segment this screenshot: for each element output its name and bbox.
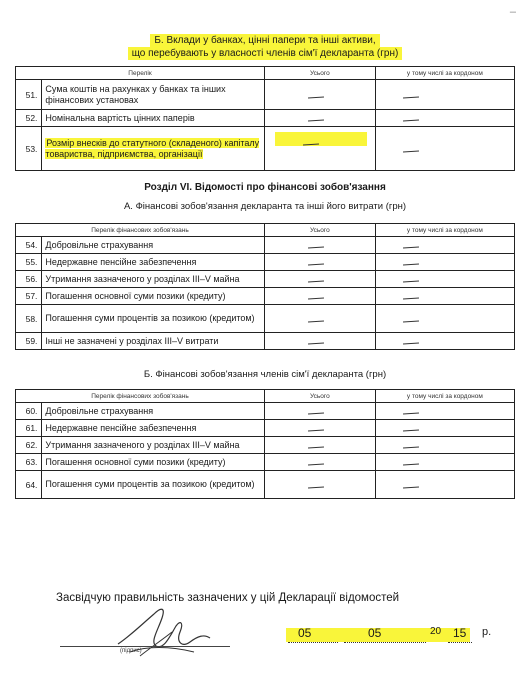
section-6b-title: Б. Фінансові зобов'язання членів сім'ї декларанта (грн) [143, 369, 387, 380]
dash-mark [403, 412, 419, 414]
header-abroad: у тому числі за кордоном [375, 67, 514, 80]
row-total [264, 80, 375, 110]
row-label: Утримання зазначеного у розділах III–V майна [42, 437, 265, 454]
dash-mark [403, 486, 419, 488]
header-total: Усього [264, 390, 375, 403]
header-list: Перелік фінансових зобов'язань [16, 390, 265, 403]
dash-mark [308, 429, 324, 431]
row-abroad [375, 237, 514, 254]
row-number: 60. [16, 403, 42, 420]
table-row [16, 271, 515, 288]
row-abroad [375, 420, 514, 437]
row-total [264, 333, 375, 350]
table-row [16, 403, 515, 420]
row-total [264, 305, 375, 333]
row-total [264, 420, 375, 437]
section-b-title-line2: що перебувають у власності членів сім'ї декларанта (грн) [128, 47, 403, 60]
row-abroad [375, 454, 514, 471]
header-total: Усього [264, 67, 375, 80]
table-row [16, 127, 515, 171]
row-label [42, 127, 265, 171]
row-label-text: Розмір внесків до статутного (складеного) капіталу товариства, підприємства, організації [45, 137, 260, 159]
date-year-suffix: 15 [453, 626, 467, 640]
table-row [16, 254, 515, 271]
row-label: Погашення суми процентів за позикою (кредитом) [42, 305, 265, 333]
header-list: Перелік фінансових зобов'язань [16, 224, 265, 237]
row-abroad [375, 80, 514, 110]
certification-text: Засвідчую правильність зазначених у цій Декларації відомостей [56, 592, 400, 604]
dash-mark [308, 463, 324, 465]
table-row [16, 305, 515, 333]
row-abroad [375, 403, 514, 420]
date-month: 05 [368, 626, 382, 640]
row-total [264, 271, 375, 288]
date-year-prefix: 20 [430, 626, 442, 637]
dash-mark [403, 297, 419, 299]
dash-mark [403, 246, 419, 248]
table-header [16, 390, 515, 403]
row-number: 61. [16, 420, 42, 437]
dash-mark [403, 446, 419, 448]
row-abroad [375, 271, 514, 288]
dash-mark [308, 280, 324, 282]
dash-mark [403, 342, 419, 344]
dash-mark [303, 143, 319, 145]
dash-mark [308, 412, 324, 414]
row-label: Добровільне страхування [42, 403, 265, 420]
dash-mark [308, 263, 324, 265]
dash-mark [308, 119, 324, 121]
date-suffix: р. [482, 626, 492, 638]
section-6-title: Розділ VI. Відомості про фінансові зобов'язання [144, 182, 386, 193]
row-total [264, 437, 375, 454]
row-number: 53. [16, 127, 42, 171]
row-abroad [375, 437, 514, 454]
dash-mark [308, 342, 324, 344]
dash-mark [403, 429, 419, 431]
header-abroad: у тому числі за кордоном [375, 390, 514, 403]
date-day: 05 [298, 626, 312, 640]
dash-mark [308, 446, 324, 448]
date-line-month [344, 642, 426, 643]
row-total [264, 403, 375, 420]
dash-mark [403, 320, 419, 322]
obligations-declarant-table [15, 223, 515, 350]
dash-mark [403, 263, 419, 265]
assets-table [15, 66, 515, 171]
dash-mark [308, 320, 324, 322]
signature-caption: (підпис) [120, 648, 142, 654]
row-abroad [375, 471, 514, 499]
table-row [16, 110, 515, 127]
section-b-title [0, 34, 530, 60]
dash-mark [308, 297, 324, 299]
table-row [16, 333, 515, 350]
row-abroad [375, 110, 514, 127]
row-total [264, 237, 375, 254]
dash-mark [403, 150, 419, 152]
row-abroad [375, 305, 514, 333]
date-line-year [448, 642, 472, 643]
row-number: 54. [16, 237, 42, 254]
row-total [264, 127, 375, 171]
date-line-day [288, 642, 338, 643]
row-number: 52. [16, 110, 42, 127]
row-number: 55. [16, 254, 42, 271]
signature-line [60, 646, 230, 647]
row-label: Сума коштів на рахунках у банках та інших фінансових установах [42, 80, 265, 110]
row-number: 64. [16, 471, 42, 499]
table-row [16, 80, 515, 110]
row-label: Добровільне страхування [42, 237, 265, 254]
table-row [16, 237, 515, 254]
header-abroad: у тому числі за кордоном [375, 224, 514, 237]
row-abroad [375, 333, 514, 350]
obligations-family-table [15, 389, 515, 499]
dash-mark [403, 96, 419, 98]
table-row [16, 454, 515, 471]
table-row [16, 420, 515, 437]
table-row [16, 471, 515, 499]
dash-mark [403, 280, 419, 282]
row-label: Номінальна вартість цінних паперів [42, 110, 265, 127]
row-label: Недержавне пенсійне забезпечення [42, 420, 265, 437]
row-number: 51. [16, 80, 42, 110]
row-number: 58. [16, 305, 42, 333]
row-number: 57. [16, 288, 42, 305]
table-row [16, 288, 515, 305]
row-number: 59. [16, 333, 42, 350]
row-number: 56. [16, 271, 42, 288]
header-total: Усього [264, 224, 375, 237]
section-b-title-line1: Б. Вклади у банках, цінні папери та інші активи, [150, 34, 379, 47]
row-abroad [375, 288, 514, 305]
row-total [264, 471, 375, 499]
row-number: 62. [16, 437, 42, 454]
section-6a-title: А. Фінансові зобов'язання декларанта та інші його витрати (грн) [123, 201, 407, 212]
table-header [16, 67, 515, 80]
row-total [264, 288, 375, 305]
header-list: Перелік [16, 67, 265, 80]
row-label: Погашення суми процентів за позикою (кредитом) [42, 471, 265, 499]
dash-mark [403, 119, 419, 121]
row-total [264, 110, 375, 127]
dash-mark [308, 246, 324, 248]
table-header [16, 224, 515, 237]
row-label: Погашення основної суми позики (кредиту) [42, 288, 265, 305]
dash-mark [403, 463, 419, 465]
row-abroad [375, 254, 514, 271]
row-abroad [375, 127, 514, 171]
row-label: Погашення основної суми позики (кредиту) [42, 454, 265, 471]
row-total [264, 454, 375, 471]
row-total [264, 254, 375, 271]
dash-mark [308, 96, 324, 98]
row-label: Утримання зазначеного у розділах III–V майна [42, 271, 265, 288]
row-label: Недержавне пенсійне забезпечення [42, 254, 265, 271]
table-row [16, 437, 515, 454]
highlight-mark [275, 132, 367, 146]
dash-mark [308, 486, 324, 488]
page-mark: – [509, 6, 516, 18]
row-number: 63. [16, 454, 42, 471]
row-label: Інші не зазначені у розділах III–V витрати [42, 333, 265, 350]
signature-mark [110, 596, 220, 666]
